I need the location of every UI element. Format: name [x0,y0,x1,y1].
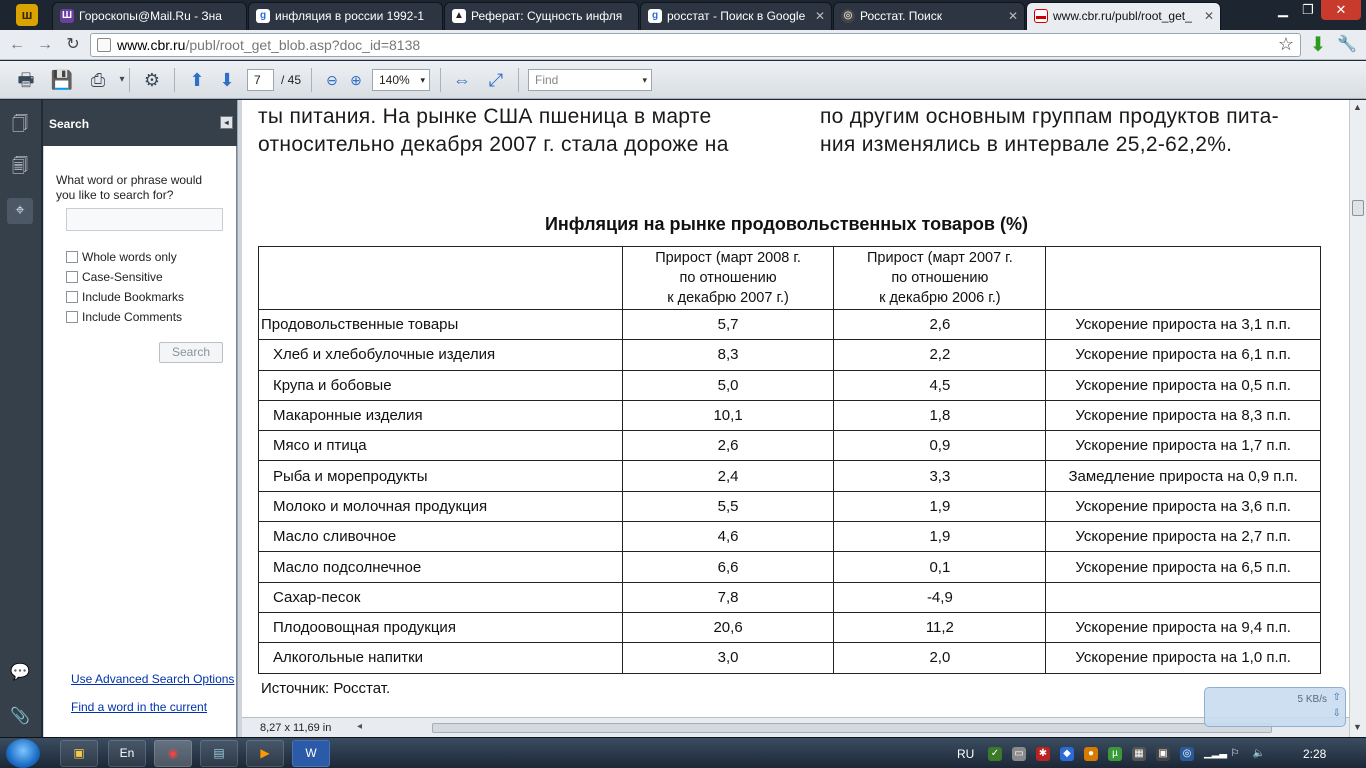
tray-app-icon[interactable]: ▣ [1156,747,1170,761]
cell-growth-2008: 10,1 [622,400,834,430]
address-bar[interactable] [90,33,1301,57]
search-panel [43,100,237,737]
page-icon [97,38,111,52]
chevron-down-icon[interactable]: ▾ [119,74,125,85]
cell-category: Продовольственные товары [259,310,623,340]
zoom-select[interactable] [372,69,430,91]
tab-cbr-pdf[interactable] [1026,2,1221,30]
share-icon[interactable]: ⎙ [90,70,106,90]
table-row [259,552,1321,582]
windows-taskbar [0,737,1366,768]
cell-growth-2008: 5,0 [622,370,834,400]
volume-icon[interactable]: 🔈 [1252,748,1266,759]
tray-app-icon[interactable]: ◎ [1180,747,1194,761]
table-row [259,582,1321,612]
tab-title: Гороскопы@Mail.Ru - Зна [79,9,222,23]
option-whole-words[interactable] [66,250,177,264]
network-speed-widget[interactable] [1204,687,1346,727]
close-icon[interactable]: ✕ [1203,9,1214,23]
zoom-out-icon[interactable]: ⊖ [326,72,338,88]
find-input[interactable] [528,69,652,91]
cell-note: Ускорение прироста на 2,7 п.п. [1046,522,1321,552]
toolbar-divider [440,68,441,92]
horizontal-scrollbar-thumb[interactable] [432,723,1272,733]
navigation-rail [0,100,42,737]
tab-title: росстат - Поиск в Google [667,9,806,23]
binoculars-icon[interactable]: ⌖ [7,198,33,224]
cell-growth-2007: 0,1 [834,552,1046,582]
network-icon[interactable]: ⚐ [1230,748,1240,759]
checkbox[interactable] [66,291,78,303]
header-line: по отношению [679,270,777,286]
cell-growth-2008: 6,6 [622,552,834,582]
advanced-search-link[interactable]: Use Advanced Search Options [71,672,235,686]
cell-note: Ускорение прироста на 6,5 п.п. [1046,552,1321,582]
inflation-table [258,246,1321,674]
notepad-icon[interactable]: ▤ [200,740,238,767]
language-switch-button[interactable]: En [108,740,146,767]
cell-note: Ускорение прироста на 8,3 п.п. [1046,400,1321,430]
tray-language[interactable]: RU [957,747,975,761]
search-question: What word or phrase would you like to search for? [56,173,203,202]
cell-growth-2008: 5,7 [622,310,834,340]
tray-app-icon[interactable]: ◆ [1060,747,1074,761]
table-row [259,310,1321,340]
cell-growth-2008: 4,6 [622,522,834,552]
checkbox[interactable] [66,311,78,323]
pdf-toolbar [0,61,1366,99]
text-line: ты питания. На рынке США пшеница в марте [258,105,712,128]
cell-growth-2007: 2,0 [834,643,1046,673]
signal-icon[interactable]: ▁▂▃ [1204,748,1228,759]
cell-category: Масло подсолнечное [259,552,623,582]
cell-growth-2008: 7,8 [622,582,834,612]
table-header-row [259,247,1321,310]
cell-note [1046,582,1321,612]
header-growth-2008 [622,247,834,310]
cell-note: Ускорение прироста на 9,4 п.п. [1046,612,1321,642]
cell-growth-2007: 11,2 [834,612,1046,642]
back-arrow-icon[interactable]: ← [9,36,25,53]
header-category [259,247,623,310]
table-row [259,643,1321,673]
table-body [259,310,1321,674]
mail-ru-icon: Ш [61,10,73,21]
zoom-value: 140% [379,73,410,87]
cell-note: Ускорение прироста на 0,5 п.п. [1046,370,1321,400]
close-icon[interactable]: ✕ [814,9,825,23]
tray-app-icon[interactable]: ✱ [1036,747,1050,761]
table-row [259,522,1321,552]
fit-page-icon[interactable]: ⤢ [488,70,504,90]
option-include-bookmarks[interactable] [66,290,184,304]
bookmark-star-icon[interactable]: ☆ [1277,34,1294,54]
find-placeholder: Find [535,73,559,87]
tab-referat[interactable] [444,2,639,30]
vertical-scrollbar[interactable] [1349,100,1366,737]
scroll-left-icon[interactable]: ◂ [357,721,363,732]
cell-category: Молоко и молочная продукция [259,491,623,521]
option-label: Include Comments [82,310,183,324]
vertical-scrollbar-thumb[interactable] [1352,200,1364,216]
utorrent-icon[interactable]: µ [1108,747,1122,761]
next-page-icon[interactable]: ⬇ [219,70,235,90]
cell-growth-2008: 3,0 [622,643,834,673]
search-panel-body [43,146,235,737]
table-row [259,400,1321,430]
tab-title: инфляция в россии 1992-1 [275,9,425,23]
pages-icon[interactable]: 🗍 [12,116,28,133]
toolbar-divider [174,68,175,92]
save-icon[interactable]: 💾 [50,70,74,90]
cell-growth-2007: 3,3 [834,461,1046,491]
cell-growth-2008: 2,4 [622,461,834,491]
cell-note: Ускорение прироста на 3,1 п.п. [1046,310,1321,340]
page-size-label: 8,27 x 11,69 in [260,722,332,734]
cell-category: Мясо и птица [259,431,623,461]
table-row [259,431,1321,461]
cell-note: Ускорение прироста на 1,0 п.п. [1046,643,1321,673]
zoom-in-icon[interactable]: ⊕ [350,72,362,88]
cell-category: Масло сливочное [259,522,623,552]
header-line: к декабрю 2007 г.) [667,290,789,306]
bookmarks-icon[interactable]: 🗐 [12,158,28,175]
start-button[interactable] [6,739,40,768]
browser-tab-strip [0,0,1366,30]
table-title: Инфляция на рынке продовольственных товаров (%) [544,214,1028,234]
previous-page-icon[interactable]: ⬆ [189,70,205,90]
cell-growth-2007: -4,9 [834,582,1046,612]
text-line: по другим основным группам продуктов пита- [820,105,1279,128]
network-rate: 5 KB/s [1297,694,1327,705]
cell-growth-2007: 1,8 [834,400,1046,430]
find-word-link[interactable]: Find a word in the current [71,700,208,714]
cell-category: Алкогольные напитки [259,643,623,673]
explorer-icon[interactable]: ▣ [60,740,98,767]
pdf-document-view [242,100,1349,717]
tab-title: Росстат. Поиск [860,9,943,23]
url-text: www.cbr.ru/publ/root_get_blob.asp?doc_id=8138 [117,37,421,53]
option-label: Whole words only [82,250,177,264]
cell-growth-2007: 1,9 [834,491,1046,521]
cell-note: Ускорение прироста на 6,1 п.п. [1046,340,1321,370]
header-growth-2007 [834,247,1046,310]
chrome-icon[interactable]: ◉ [154,740,192,767]
option-case-sensitive[interactable] [66,270,163,284]
header-line: к декабрю 2006 г.) [879,290,1001,306]
cell-growth-2007: 4,5 [834,370,1046,400]
scroll-down-icon[interactable]: ▼ [1353,722,1362,732]
graduation-cap-icon: ▲ [452,9,466,23]
cell-growth-2007: 0,9 [834,431,1046,461]
tab-title: Реферат: Сущность инфля [471,9,623,23]
document-status-bar [242,717,1349,737]
comments-icon[interactable]: 💬 [10,664,30,681]
body-text-right [820,103,1320,159]
word-icon[interactable]: W [292,740,330,767]
attachment-icon[interactable]: 📎 [10,708,30,725]
header-line: Прирост (март 2007 г. [866,250,1013,266]
clock[interactable]: 2:28 [1303,747,1327,761]
text-line: ния изменялись в интервале 25,2-62,2%. [820,133,1233,156]
scroll-up-icon[interactable]: ▲ [1353,102,1362,112]
cell-growth-2008: 5,5 [622,491,834,521]
collapse-panel-icon[interactable]: ◂ [220,116,233,129]
tab-google-inflation[interactable] [248,2,443,30]
table-row [259,491,1321,521]
option-label: Case-Sensitive [82,270,163,284]
flag-icon: ▬ [1036,11,1046,22]
cell-note: Замедление прироста на 0,9 п.п. [1046,461,1321,491]
page-total: / 45 [281,73,302,87]
collaborate-icon[interactable]: ⚙ [143,70,161,90]
arrow-up-icon: ⇧ [1332,692,1341,703]
minimize-icon[interactable]: ▁ [1278,2,1288,17]
cell-category: Крупа и бобовые [259,370,623,400]
search-panel-header [43,100,237,146]
window-close-icon[interactable]: ✕ [1321,0,1361,20]
tab-title: www.cbr.ru/publ/root_get_ [1053,9,1192,23]
navigation-bar [0,30,1366,60]
google-icon: g [648,9,662,23]
cell-category: Сахар-песок [259,582,623,612]
tab-mail-ru[interactable] [52,2,247,30]
globe-icon: ◎ [841,9,855,23]
option-label: Include Bookmarks [82,290,185,304]
checkbox[interactable] [66,271,78,283]
cell-growth-2007: 2,2 [834,340,1046,370]
search-panel-title: Search [49,117,90,131]
table-row [259,612,1321,642]
cell-category: Плодоовощная продукция [259,612,623,642]
cell-category: Хлеб и хлебобулочные изделия [259,340,623,370]
search-input[interactable] [66,208,223,231]
tray-app-icon[interactable]: ▦ [1132,747,1146,761]
chevron-down-icon: ▾ [642,75,647,85]
cell-category: Рыба и морепродукты [259,461,623,491]
toolbar-divider [129,68,130,92]
arrow-down-icon: ⇩ [1332,708,1341,719]
download-extension-icon[interactable]: ⬇ [1309,34,1327,56]
cell-growth-2008: 20,6 [622,612,834,642]
toolbar-divider [518,68,519,92]
header-line: Прирост (март 2008 г. [655,250,801,266]
tray-app-icon[interactable]: ▭ [1012,747,1026,761]
page-number-input[interactable]: 7 [247,69,274,91]
wrench-icon[interactable]: 🔧 [1337,36,1357,53]
restore-icon[interactable]: ❐ [1302,2,1314,17]
table-row [259,461,1321,491]
cell-growth-2008: 8,3 [622,340,834,370]
chevron-down-icon: ▾ [420,75,425,85]
google-icon: g [256,9,270,23]
tab-rosstat-search[interactable] [833,2,1025,30]
checkbox[interactable] [66,251,78,263]
search-button[interactable]: Search [159,342,223,363]
table-row [259,340,1321,370]
cell-note: Ускорение прироста на 1,7 п.п. [1046,431,1321,461]
fit-width-icon[interactable]: ⇔ [453,70,471,90]
forward-arrow-icon[interactable]: → [37,36,53,53]
table-row [259,370,1321,400]
header-line: по отношению [891,270,989,286]
cell-note: Ускорение прироста на 3,6 п.п. [1046,491,1321,521]
body-text-left [258,103,760,159]
cell-growth-2007: 2,6 [834,310,1046,340]
option-include-comments[interactable] [66,310,182,324]
header-note [1046,247,1321,310]
media-player-icon[interactable]: ▶ [246,740,284,767]
tray-app-icon[interactable]: ✓ [988,747,1002,761]
cell-growth-2007: 1,9 [834,522,1046,552]
tab-google-rosstat[interactable] [640,2,832,30]
app-menu-icon[interactable]: ш [16,4,38,26]
cell-category: Макаронные изделия [259,400,623,430]
cell-growth-2008: 2,6 [622,431,834,461]
text-line: относительно декабря 2007 г. стала дороже на [258,133,729,156]
reload-icon[interactable]: ↻ [66,36,80,53]
table-source: Источник: Росстат. [261,680,391,697]
close-icon[interactable]: ✕ [1007,9,1018,23]
print-icon[interactable]: 🖶 [17,70,35,90]
tray-app-icon[interactable]: ● [1084,747,1098,761]
toolbar-divider [311,68,312,92]
